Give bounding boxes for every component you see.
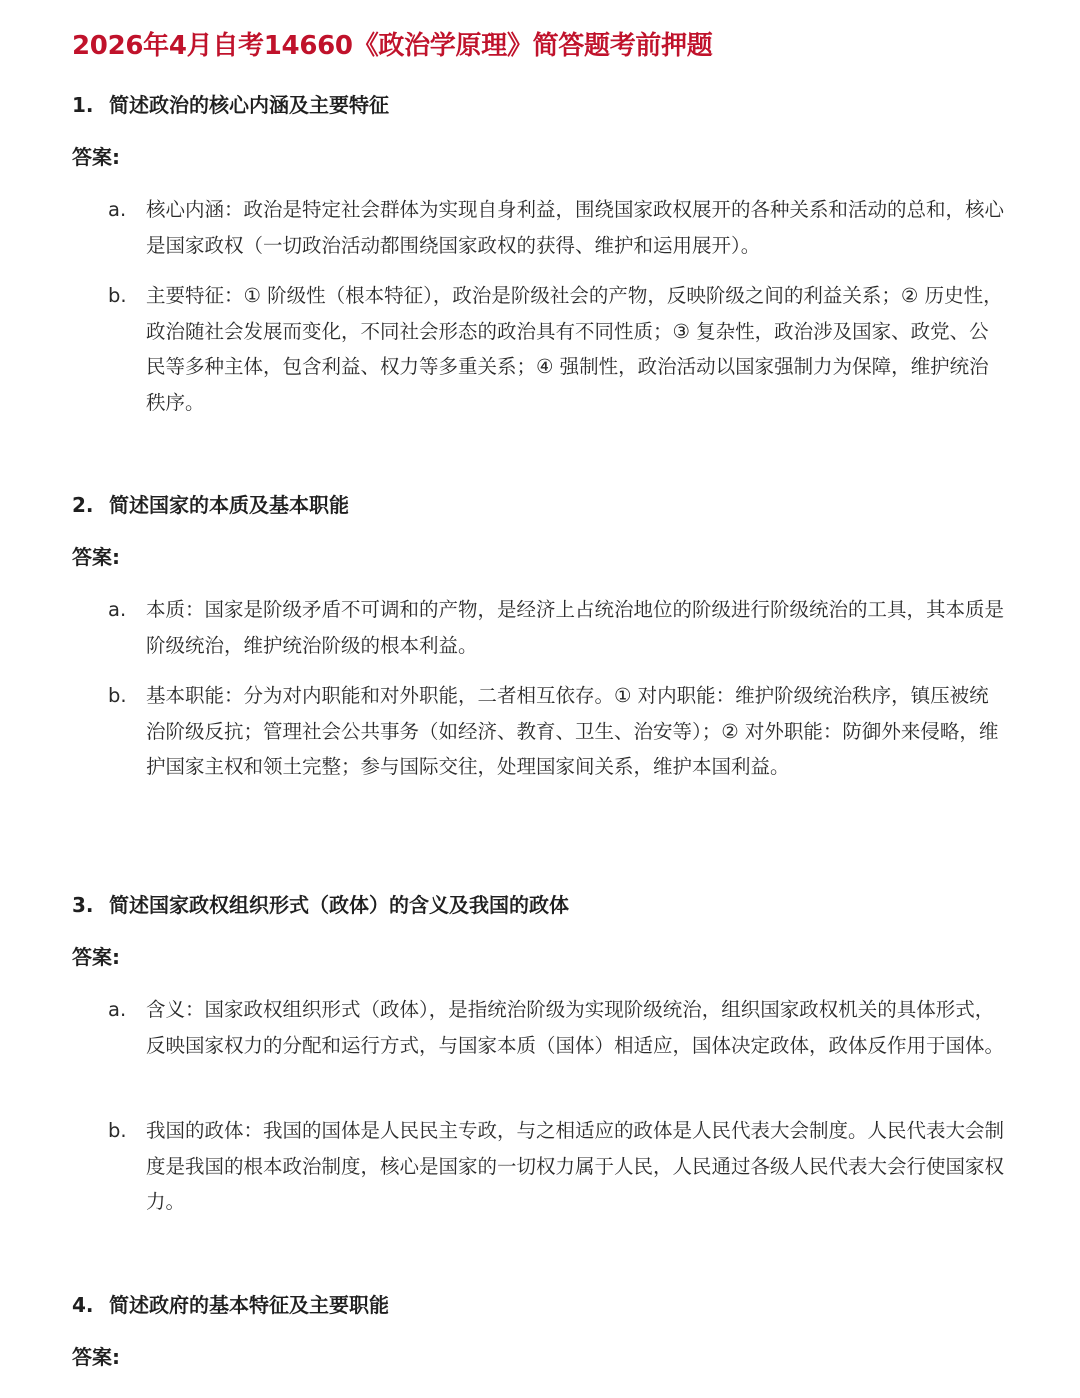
item-marker: a. — [108, 598, 127, 621]
answer-label: 答案: — [72, 945, 120, 969]
item-marker: a. — [108, 998, 127, 1021]
answer-item-a — [108, 992, 1008, 1063]
item-text: 本质：国家是阶级矛盾不可调和的产物，是经济上占统治地位的阶级进行阶级统治的工具，其本质是阶级统治，维护统治阶级的根本利益。 — [146, 598, 1005, 657]
question-number: 4. — [72, 1293, 94, 1317]
answer-label: 答案: — [72, 545, 120, 569]
question-number: 1. — [72, 93, 94, 117]
item-marker: b. — [108, 1119, 127, 1142]
question-heading — [72, 88, 389, 122]
item-marker: b. — [108, 684, 127, 707]
answer-item-b — [108, 278, 1008, 420]
question-text: 简述政府的基本特征及主要职能 — [109, 1293, 389, 1317]
answer-item-a — [108, 592, 1008, 663]
answer-label: 答案: — [72, 1345, 120, 1369]
document-title: 2026年4月自考14660《政治学原理》简答题考前押题 — [72, 31, 713, 61]
item-text: 主要特征：① 阶级性（根本特征），政治是阶级社会的产物，反映阶级之间的利益关系；② 历史性，政治随社会发展而变化，不同社会形态的政治具有不同性质；③ 复杂性，政治涉及国家、政党、公民等多种主体，包含利益、权力等多重关系；④ 强制性，政治活动以国家强制力为保障，维护统治秩序。 — [146, 284, 1003, 414]
item-marker: b. — [108, 284, 127, 307]
item-text: 我国的政体：我国的国体是人民民主专政，与之相适应的政体是人民代表大会制度。人民代表大会制度是我国的根本政治制度，核心是国家的一切权力属于人民，人民通过各级人民代表大会行使国家权力。 — [146, 1119, 1005, 1213]
question-heading — [72, 888, 569, 922]
question-heading — [72, 1288, 389, 1322]
question-number: 2. — [72, 493, 94, 517]
answer-item-b — [108, 678, 1008, 785]
question-text: 简述国家政权组织形式（政体）的含义及我国的政体 — [109, 893, 569, 917]
question-text: 简述国家的本质及基本职能 — [109, 493, 349, 517]
question-text: 简述政治的核心内涵及主要特征 — [109, 93, 389, 117]
question-heading — [72, 488, 349, 522]
answer-item-a — [108, 192, 1008, 263]
answer-label: 答案: — [72, 145, 120, 169]
item-marker: a. — [108, 198, 127, 221]
answer-item-b — [108, 1113, 1008, 1220]
item-text: 核心内涵：政治是特定社会群体为实现自身利益，围绕国家政权展开的各种关系和活动的总和，核心是国家政权（一切政治活动都围绕国家政权的获得、维护和运用展开）。 — [146, 198, 1005, 257]
item-text: 含义：国家政权组织形式（政体），是指统治阶级为实现阶级统治，组织国家政权机关的具体形式，反映国家权力的分配和运行方式，与国家本质（国体）相适应，国体决定政体，政体反作用于国体。 — [146, 998, 1005, 1057]
question-number: 3. — [72, 893, 94, 917]
item-text: 基本职能：分为对内职能和对外职能，二者相互依存。① 对内职能：维护阶级统治秩序，镇压被统治阶级反抗；管理社会公共事务（如经济、教育、卫生、治安等）；② 对外职能：防御外来侵略，维护国家主权和领土完整；参与国际交往，处理国家间关系，维护本国利益。 — [146, 684, 999, 778]
